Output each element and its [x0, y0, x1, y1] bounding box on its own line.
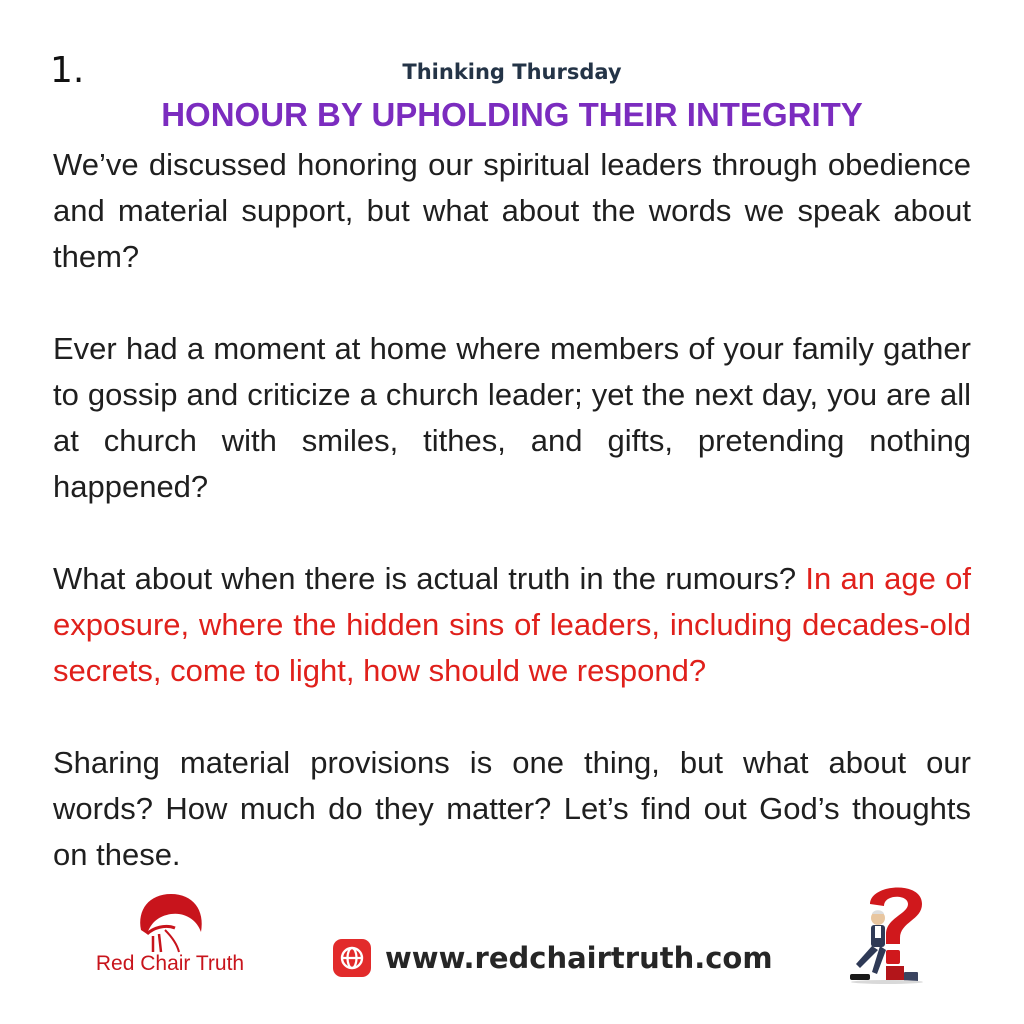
paragraph-3-highlight: In an age of exposure, where the hidden sins of leaders, including decades-old secrets, come to light, how should we respond?: [53, 561, 971, 688]
website-url[interactable]: www.redchairtruth.com: [385, 941, 773, 975]
page-title: HONOUR BY UPHOLDING THEIR INTEGRITY: [161, 96, 863, 133]
question-mark-person-icon: [842, 874, 932, 989]
paragraph-2: Ever had a moment at home where members of your family gather to gossip and criticize a church leader; yet the next day, you are all at church with smiles, tithes, and gifts, pretending nothing happened?: [53, 331, 971, 504]
red-chair-logo-icon: [131, 890, 211, 954]
brand-logo: [75, 888, 265, 988]
paragraph-1: We’ve discussed honoring our spiritual leaders through obedience and material support, but what about the words we speak about them?: [53, 147, 971, 274]
paragraph-3-text: What about when there is actual truth in the rumours?: [53, 561, 806, 596]
globe-icon: [333, 939, 371, 977]
brand-name: Red Chair Truth: [95, 952, 245, 975]
website-link[interactable]: [333, 936, 773, 980]
page-number: 1.: [50, 50, 85, 91]
body-text: [53, 142, 971, 878]
paragraph-3: [53, 556, 971, 694]
paragraph-4: Sharing material provisions is one thing, but what about our words? How much do they matter? Let’s find out God’s thoughts on these.: [53, 745, 971, 872]
series-kicker: Thinking Thursday: [402, 60, 622, 84]
